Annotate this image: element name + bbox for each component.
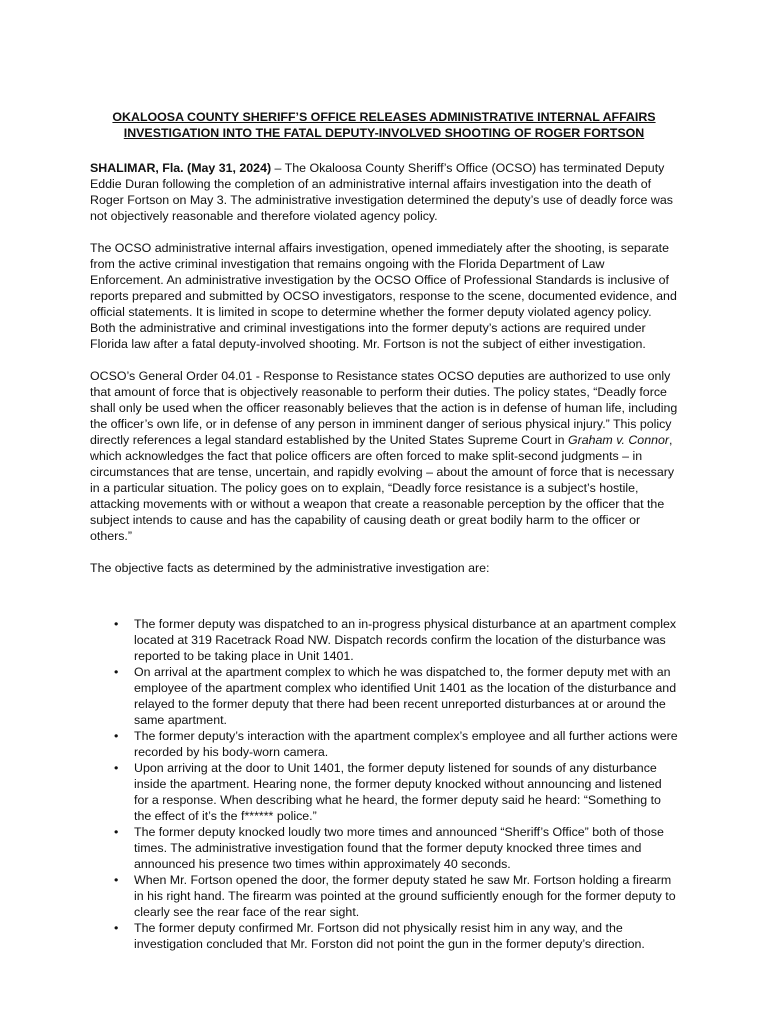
bullet-icon: • [114,921,119,935]
list-item-text: The former deputy’s interaction with the apartment complex’s employee and all further actions were recorded by his body-worn camera. [134,729,678,759]
list-item-text: When Mr. Fortson opened the door, the former deputy stated he saw Mr. Fortson holding a firearm in his right hand. The firearm was pointed at the ground sufficiently enough for the former deputy to clearly see the rear face of the rear sight. [134,873,676,919]
title-line-1: OKALOOSA COUNTY SHERIFF’S OFFICE RELEASES ADMINISTRATIVE INTERNAL AFFAIRS [112,110,656,124]
bullet-icon: • [114,617,119,631]
list-item-text: On arrival at the apartment complex to which he was dispatched to, the former deputy met with an employee of the apartment complex who identified Unit 1401 as the location of the disturbance and relayed to the former deputy that there had been recent unreported disturbances at or around the same apartment. [134,665,677,727]
list-item [90,920,678,952]
list-item [90,664,678,728]
intro-paragraph [90,160,678,224]
bullet-icon: • [114,825,119,839]
list-item [90,824,678,872]
list-item-text: The former deputy knocked loudly two more times and announced “Sheriff’s Office” both of those times. The administrative investigation found that the former deputy knocked three times and announced his presence two times within approximately 40 seconds. [134,825,664,871]
paragraph-facts-intro: The objective facts as determined by the administrative investigation are: [90,561,490,575]
list-item [90,728,678,760]
bullet-icon: • [114,873,119,887]
title-line-2: INVESTIGATION INTO THE FATAL DEPUTY-INVOLVED SHOOTING OF ROGER FORTSON [123,126,645,140]
facts-list [90,616,678,952]
list-item-text: The former deputy confirmed Mr. Fortson did not physically resist him in any way, and the investigation concluded that Mr. Forston did not point the gun in the former deputy’s direction. [134,921,645,951]
intro-text: – The Okaloosa County Sheriff’s Office (OCSO) has terminated Deputy Eddie Duran following the completion of an administrative internal affairs investigation into the death of Roger Fortson on May 3. The administrative investigation determined the deputy’s use of deadly force was not objectively reasonable and therefore violated agency policy. [90,161,673,223]
case-citation: Graham v. Connor [568,433,669,447]
list-item [90,872,678,920]
document-page [90,109,678,952]
dateline: SHALIMAR, Fla. (May 31, 2024) [90,161,272,175]
bullet-icon: • [114,761,119,775]
policy-text-a: OCSO’s General Order 04.01 - Response to Resistance states OCSO deputies are authorized to use only that amount of force that is objectively reasonable to perform their duties. The policy states, “Deadly force shall only be used when the officer reasonably believes that the action is in defense of human life, including the officer’s own life, or in defense of any person in imminent danger of serious physical injury.” This policy directly references a legal standard established by the United States Supreme Court in [90,369,678,447]
paragraph-investigation-scope: The OCSO administrative internal affairs investigation, opened immediately after the shooting, is separate from the active criminal investigation that remains ongoing with the Florida Department of Law Enforcement. An administrative investigation by the OCSO Office of Professional Standards is inclusive of reports prepared and submitted by OCSO investigators, response to the scene, documented evidence, and official statements. It is limited in scope to determine whether the former deputy violated agency policy. Both the administrative and criminal investigations into the former deputy’s actions are required under Florida law after a fatal deputy-involved shooting. Mr. Fortson is not the subject of either investigation. [90,241,677,351]
list-item [90,760,678,824]
policy-text-b: , which acknowledges the fact that police officers are often forced to make split-second judgments – in circumstances that are tense, uncertain, and rapidly evolving – about the amount of force that is necessary in a particular situation. The policy goes on to explain, “Deadly force resistance is a subject’s hostile, attacking movements with or without a weapon that create a reasonable perception by the officer that the subject intends to cause and has the capability of causing death or great bodily harm to the officer or others.” [90,433,675,543]
document-title [90,109,678,141]
list-item [90,616,678,664]
list-item-text: Upon arriving at the door to Unit 1401, the former deputy listened for sounds of any disturbance inside the apartment. Hearing none, the former deputy knocked without announcing and listened for a response. When describing what he heard, the former deputy said he heard: “Something to the effect of it’s the f****** police.” [134,761,662,823]
bullet-icon: • [114,665,119,679]
paragraph-general-order [90,368,678,544]
list-item-text: The former deputy was dispatched to an in-progress physical disturbance at an apartment complex located at 319 Racetrack Road NW. Dispatch records confirm the location of the disturbance was reported to be taking place in Unit 1401. [134,617,677,663]
bullet-icon: • [114,729,119,743]
